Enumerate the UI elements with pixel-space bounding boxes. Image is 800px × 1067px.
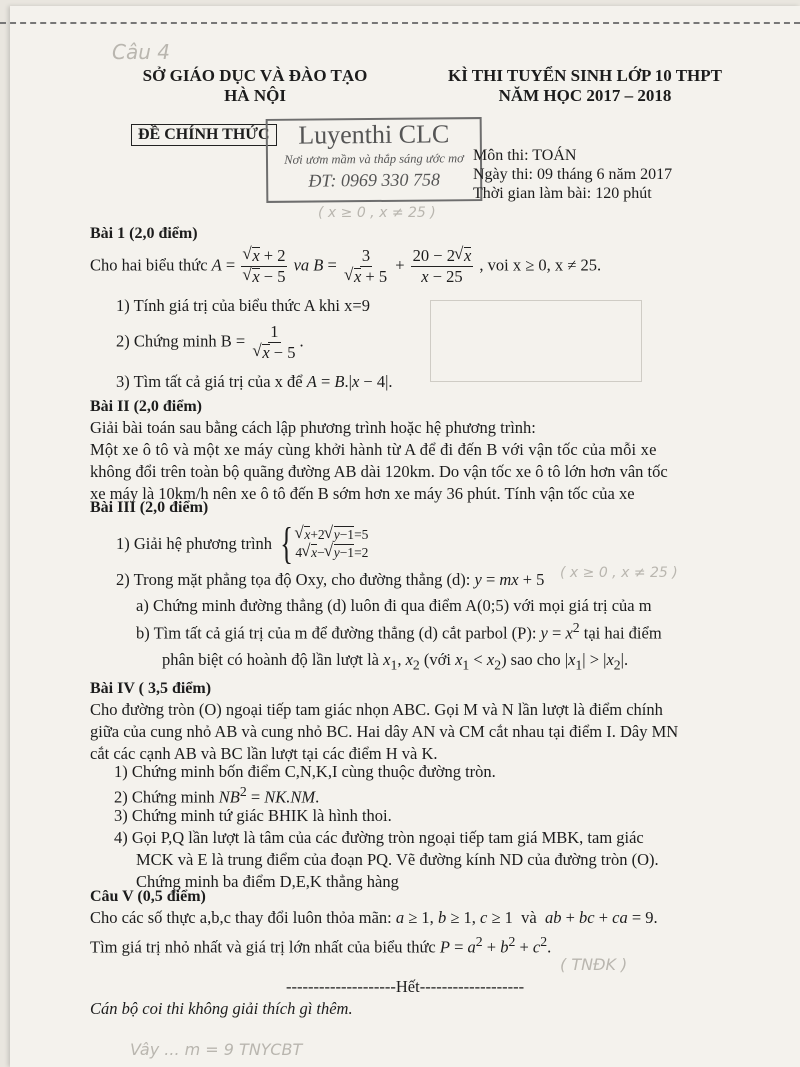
section-2-line: không đổi trên toàn bộ quãng đường AB dài 120km. Do vận tốc xe ô tô lớn hơn vân tốc bbox=[90, 462, 668, 481]
section-3-q2b-end: ) sao cho bbox=[501, 650, 561, 669]
section-5-question: Tìm giá trị nhỏ nhất và giá trị lớn nhất của biểu thức $P = a^2 + b^2 + c^2$. bbox=[90, 934, 552, 957]
section-4-q3: 3) Chứng minh tứ giác BHIK là hình thoi. bbox=[114, 806, 392, 825]
section-2-line: xe máy là 10km/h nên xe ô tô đến B sớm hơn xe máy 36 phút. Tính vận tốc của xe bbox=[90, 484, 635, 503]
section-1-q3: 3) Tìm tất cả giá trị của x để A = B.|x − 4|. bbox=[116, 372, 393, 391]
exam-info bbox=[473, 146, 672, 203]
official-label: ĐỀ CHÍNH THỨC bbox=[131, 124, 277, 146]
section-1-q2: 2) Chứng minh B = 1 √ x − 5 . bbox=[116, 322, 304, 363]
stamp-slogan: Nơi ươm mầm và thắp sáng ước mơ bbox=[284, 151, 464, 167]
section-4-q1: 1) Chứng minh bốn điểm C,N,K,I cùng thuộc đường tròn. bbox=[114, 762, 496, 781]
pencil-mark: ( x ≥ 0 , x ≠ 25 ) bbox=[318, 205, 436, 221]
pencil-mark: ( TNĐK ) bbox=[560, 955, 628, 974]
section-3-q2-text: 2) Trong mặt phẳng tọa độ Oxy, cho đường thẳng (d): bbox=[116, 570, 471, 589]
exam-date: Ngày thi: 09 tháng 6 năm 2017 bbox=[473, 166, 673, 183]
section-3-q2b-line2: phân biệt có hoành độ lần lượt là $x_1$, $x_2$ (với $x_1 < x_2$) sao cho $|x_1| > |x_2|$. bbox=[162, 650, 629, 673]
city-name: HÀ NỘI bbox=[224, 86, 286, 105]
section-1-q1: 1) Tính giá trị của biểu thức A khi x=9 bbox=[116, 296, 370, 315]
pencil-mark: Vây ... m = 9 TNYCBT bbox=[130, 1040, 303, 1059]
section-2-line: Giải bài toán sau bằng cách lập phương trình hoặc hệ phương trình: bbox=[90, 418, 536, 437]
section-3-q2b-text: b) Tìm tất cả giá trị của m để đường thẳng (d) cắt parbol (P): bbox=[136, 623, 537, 643]
section-5-question-text: Tìm giá trị nhỏ nhất và giá trị lớn nhất của biểu thức bbox=[90, 937, 436, 957]
ministry-name: SỞ GIÁO DỤC VÀ ĐÀO TẠO bbox=[142, 66, 368, 85]
section-4-body bbox=[90, 699, 740, 765]
section-1-condition: , voi x ≥ 0, x ≠ 25. bbox=[479, 255, 602, 275]
section-2-body bbox=[90, 417, 730, 505]
exam-header bbox=[420, 66, 750, 106]
section-3-q1: 1) Giải hệ phương trình { √ x+2√ y−1=5 4√ x−√ y−1=2 bbox=[116, 522, 368, 566]
section-3-title: Bài III (2,0 điểm) bbox=[90, 499, 209, 516]
section-1-intro: Cho hai biểu thức bbox=[90, 255, 208, 275]
perforation-line bbox=[0, 22, 800, 24]
section-5-condition: Cho các số thực a,b,c thay đổi luôn thỏa mãn: a ≥ 1, b ≥ 1, c ≥ 1 và ab + bc + ca = 9. bbox=[90, 908, 658, 927]
section-1-title: Bài 1 (2,0 điểm) bbox=[90, 225, 198, 242]
section-4-q4-line: MCK và E là trung điểm của đoạn PQ. Vẽ đường kính ND của đường tròn (O). bbox=[136, 850, 659, 869]
section-4-line: cắt các cạnh AB và BC lần lượt tại các điểm H và K. bbox=[90, 744, 438, 763]
section-1-expressions: Cho hai biểu thức A = √ x + 2 √ x − 5 va B = 3 √ x + 5 + $\frac{20 - 2√ x}{x - 25}$ , voi x ≥ 0, x ≠ 25. bbox=[90, 246, 601, 287]
section-3-q2b-tail: tại hai điểm bbox=[583, 623, 662, 643]
stamp-title: Luyenthi CLC bbox=[298, 119, 450, 150]
ministry-header bbox=[130, 66, 380, 106]
stamp bbox=[266, 117, 483, 203]
exam-name: KÌ THI TUYỂN SINH LỚP 10 THPT bbox=[448, 66, 722, 85]
section-3-q2a: a) Chứng minh đường thẳng (d) luôn đi qua điểm A(0;5) với mọi giá trị của m bbox=[136, 596, 652, 615]
stamp-phone: ĐT: 0969 330 758 bbox=[308, 169, 441, 191]
section-2-title: Bài II (2,0 điểm) bbox=[90, 398, 202, 415]
section-1-q2-text: 2) Chứng minh B = bbox=[116, 331, 246, 351]
pencil-mark: Câu 4 bbox=[112, 40, 170, 64]
section-4-title: Bài IV ( 3,5 điểm) bbox=[90, 680, 212, 697]
section-5-condition-text: Cho các số thực a,b,c thay đổi luôn thỏa mãn: bbox=[90, 908, 392, 927]
section-4-q2-text: 2) Chứng minh bbox=[114, 787, 215, 807]
section-4-q4 bbox=[114, 827, 744, 893]
section-4-line: Cho đường tròn (O) ngoại tiếp tam giác nhọn ABC. Gọi M và N lần lượt là điểm chính bbox=[90, 700, 663, 719]
section-5-title: Câu V (0,5 điểm) bbox=[90, 888, 206, 905]
end-marker: --------------------Hết------------------- bbox=[286, 977, 525, 996]
section-4-line: giữa của cung nhỏ AB và cung nhỏ BC. Hai dây AN và CM cắt nhau tại điểm I. Dây MN bbox=[90, 722, 679, 741]
section-4-q4-line: 4) Gọi P,Q lần lượt là tâm của các đường tròn ngoại tiếp tam giá MBK, tam giác bbox=[114, 828, 644, 847]
section-2-line: Một xe ô tô và một xe máy cùng khởi hành từ A để đi đến B với vận tốc của mỗi xe bbox=[90, 440, 657, 459]
pencil-box bbox=[430, 300, 642, 382]
section-4-q4-line: Chứng minh ba điểm D,E,K thẳng hàng bbox=[136, 872, 399, 891]
section-3-q1-text: 1) Giải hệ phương trình bbox=[116, 534, 273, 553]
exam-duration: Thời gian làm bài: 120 phút bbox=[473, 185, 652, 202]
section-3-q2: 2) Trong mặt phẳng tọa độ Oxy, cho đường thẳng (d): y = mx + 5 bbox=[116, 570, 545, 589]
section-3-q2b: b) Tìm tất cả giá trị của m để đường thẳng (d) cắt parbol (P): $y = x^2$ tại hai điểm bbox=[136, 620, 662, 643]
footer-note: Cán bộ coi thi không giải thích gì thêm. bbox=[90, 999, 353, 1018]
pencil-mark: ( x ≥ 0 , x ≠ 25 ) bbox=[560, 565, 678, 581]
school-year: NĂM HỌC 2017 – 2018 bbox=[498, 86, 672, 105]
section-1-q3-text: 3) Tìm tất cả giá trị của x để bbox=[116, 372, 303, 391]
exam-subject: Môn thi: TOÁN bbox=[473, 147, 577, 164]
section-3-q2b-line2-text: phân biệt có hoành độ lần lượt là bbox=[162, 650, 379, 669]
section-4-q2: 2) Chứng minh $NB^2 = NK.NM$. bbox=[114, 784, 320, 807]
section-3-q2b-mid: (với bbox=[423, 650, 451, 669]
